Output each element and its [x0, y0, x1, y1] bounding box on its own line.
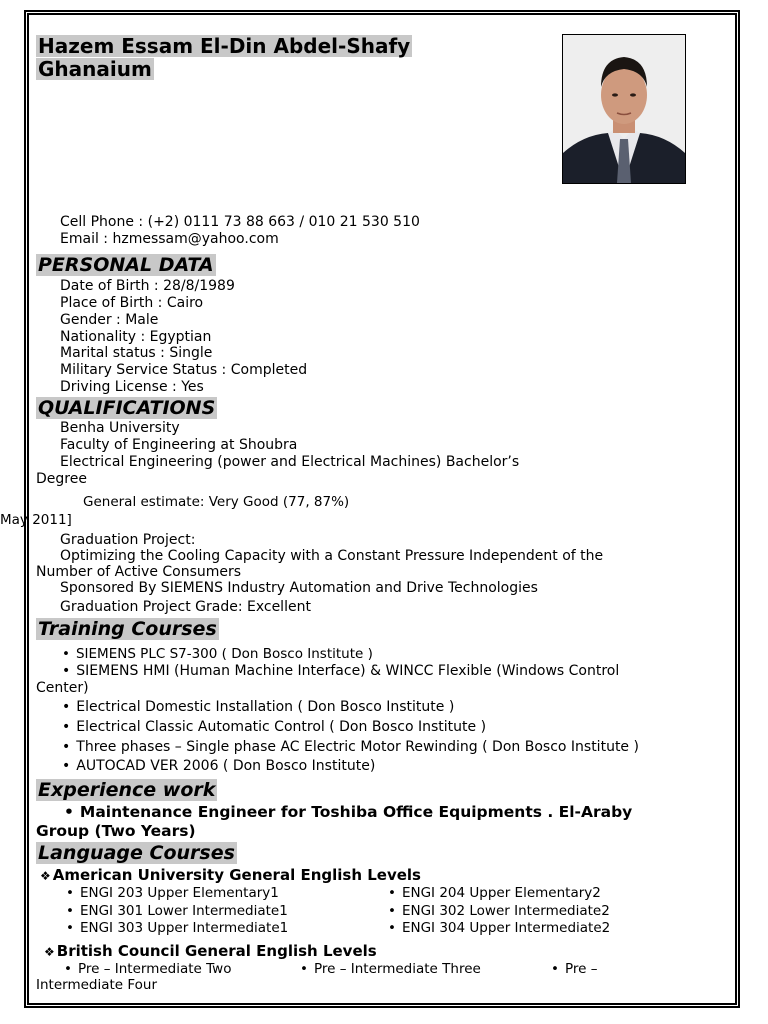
project-grade: Graduation Project Grade: Excellent — [60, 599, 311, 615]
bc-level-wrap: Intermediate Four — [36, 977, 158, 993]
name-line-1: Hazem Essam El-Din Abdel-Shafy — [38, 34, 411, 58]
auc-level: • ENGI 203 Upper Elementary1 — [66, 885, 279, 902]
project-sponsor: Sponsored By SIEMENS Industry Automation and Drive Technologies — [60, 580, 538, 596]
bc-level: • Pre – Intermediate Two — [64, 961, 231, 978]
cell-phone-line — [60, 214, 420, 231]
auc-level: • ENGI 301 Lower Intermediate1 — [66, 903, 288, 920]
training-item: • Electrical Domestic Installation ( Don Bosco Institute ) — [62, 699, 454, 716]
language-heading: Language Courses — [38, 842, 235, 864]
graduation-project-line-1: Optimizing the Cooling Capacity with a Constant Pressure Independent of the — [60, 548, 604, 564]
personal-item: Gender : Male — [60, 312, 159, 328]
training-item: • Electrical Classic Automatic Control ( Don Bosco Institute ) — [62, 719, 486, 736]
auc-title: ❖ American University General English Levels — [40, 866, 421, 884]
profile-photo — [562, 34, 686, 184]
degree-line-2: Degree — [36, 471, 87, 487]
auc-level: • ENGI 204 Upper Elementary2 — [388, 885, 601, 902]
diamond-bullet-icon: ❖ — [40, 869, 51, 883]
email-value: hzmessam@yahoo.com — [108, 231, 279, 247]
bc-level: • Pre – — [551, 961, 597, 978]
email-line — [60, 231, 279, 248]
personal-item: Nationality : Egyptian — [60, 329, 212, 345]
training-heading: Training Courses — [38, 618, 217, 640]
cell-phone-value: (+2) 0111 73 88 663 / 010 21 530 510 — [143, 214, 420, 230]
training-item: • AUTOCAD VER 2006 ( Don Bosco Institute) — [62, 758, 375, 775]
qualifications-heading: QUALIFICATIONS — [38, 397, 216, 419]
faculty: Faculty of Engineering at Shoubra — [60, 437, 298, 453]
cell-phone-label: Cell Phone : — [60, 214, 144, 230]
degree-line-1: Electrical Engineering (power and Electrical Machines) Bachelor’s — [60, 454, 520, 470]
training-item: • SIEMENS HMI (Human Machine Interface) & WINCC Flexible (Windows Control — [62, 663, 619, 680]
bc-level: • Pre – Intermediate Three — [300, 961, 481, 978]
personal-item: Marital status : Single — [60, 345, 213, 361]
university: Benha University — [60, 420, 180, 436]
auc-level: • ENGI 302 Lower Intermediate2 — [388, 903, 610, 920]
experience-line-1: • Maintenance Engineer for Toshiba Office Equipments . El-Araby — [64, 803, 632, 821]
personal-item: Driving License : Yes — [60, 379, 204, 395]
personal-item: Date of Birth : 28/8/1989 — [60, 278, 235, 294]
email-label: Email : — [60, 231, 109, 247]
bc-title: ❖ British Council General English Levels — [44, 942, 377, 960]
portrait-image — [563, 35, 685, 183]
auc-level: • ENGI 304 Upper Intermediate2 — [388, 920, 610, 937]
experience-heading: Experience work — [38, 779, 216, 801]
graduation-project-line-2: Number of Active Consumers — [36, 564, 242, 580]
graduation-project-label: Graduation Project: — [60, 532, 196, 548]
personal-item: Military Service Status : Completed — [60, 362, 308, 378]
training-item: • Three phases – Single phase AC Electric Motor Rewinding ( Don Bosco Institute ) — [62, 739, 639, 756]
training-item-wrap: Center) — [36, 680, 89, 696]
training-item: • SIEMENS PLC S7-300 ( Don Bosco Institute ) — [62, 646, 373, 663]
experience-line-2: Group (Two Years) — [36, 822, 196, 840]
auc-level: • ENGI 303 Upper Intermediate1 — [66, 920, 288, 937]
general-estimate: General estimate: Very Good (77, 87%) — [83, 494, 350, 510]
diamond-bullet-icon: ❖ — [44, 945, 55, 959]
graduation-date-fragment: May 2011] — [0, 512, 72, 528]
personal-item: Place of Birth : Cairo — [60, 295, 204, 311]
personal-data-heading: PERSONAL DATA — [38, 254, 214, 276]
name-line-2: Ghanaium — [38, 57, 152, 81]
